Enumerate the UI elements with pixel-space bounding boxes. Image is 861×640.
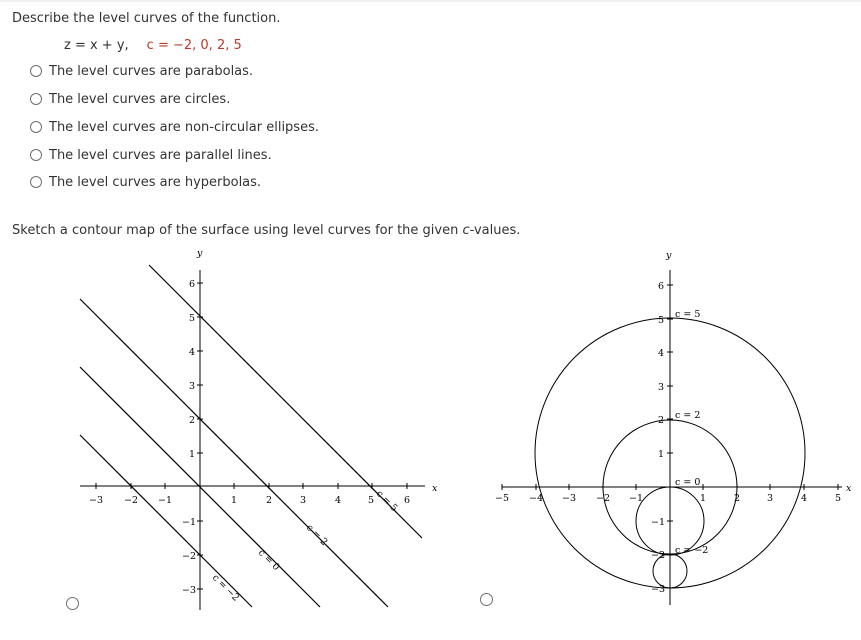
y-tick-label: −2 [182, 551, 197, 562]
graph-choice-radio-circles[interactable] [480, 593, 493, 606]
x-tick-label: 2 [266, 495, 273, 506]
level-line-c-2 [80, 299, 388, 607]
line-label-c-2: c = 2 [303, 522, 330, 549]
question-prompt: Describe the level curves of the function. [12, 11, 281, 26]
line-label-c-neg2: c = −2 [209, 572, 242, 604]
y-tick-label: 4 [189, 347, 196, 358]
x-tick-label: −2 [596, 493, 611, 504]
y-tick-label: −1 [182, 517, 197, 528]
x-tick-label: 5 [368, 495, 375, 506]
y-tick-label: −3 [182, 585, 197, 596]
sketch-prompt-text: Sketch a contour map of the surface using level curves for the given [12, 223, 463, 238]
y-tick-label: 5 [189, 313, 196, 324]
option-label: The level curves are hyperbolas. [49, 174, 262, 190]
x-tick-label: −2 [124, 495, 139, 506]
x-tick-label: −3 [562, 493, 577, 504]
x-tick-label: 4 [335, 495, 342, 506]
x-tick-label: −4 [529, 493, 544, 504]
x-tick-label: 5 [835, 493, 842, 504]
y-tick-label: −2 [651, 550, 666, 561]
line-label-c-0: c = 0 [255, 547, 282, 574]
x-tick-label: 1 [700, 493, 707, 504]
circle-label-c-2: c = 2 [675, 410, 701, 421]
y-tick-label: −1 [651, 517, 666, 528]
y-tick-label: 1 [658, 449, 665, 460]
sketch-prompt-variable: c [462, 223, 470, 238]
circle-label-c-0: c = 0 [675, 477, 701, 488]
circle-label-c-5: c = 5 [675, 309, 701, 320]
c-values: c = −2, 0, 2, 5 [146, 38, 242, 53]
option-label: The level curves are non-circular ellipses. [49, 119, 319, 135]
y-tick-label: 3 [658, 382, 665, 393]
circle-label-c-neg2: c = −2 [675, 545, 709, 556]
x-tick-label: 1 [231, 495, 238, 506]
x-tick-label: −1 [629, 493, 644, 504]
x-tick-label: 2 [734, 493, 741, 504]
x-tick-label: 4 [801, 493, 808, 504]
y-axis-label: y [666, 250, 672, 261]
function-expression: z = x + y, [64, 38, 129, 53]
y-tick-label: 2 [189, 415, 196, 426]
option-label: The level curves are parabolas. [49, 63, 254, 79]
x-tick-label: −1 [158, 495, 173, 506]
y-tick-label: −3 [651, 584, 666, 595]
y-tick-label: 1 [189, 449, 196, 460]
y-tick-label: 2 [658, 415, 665, 426]
sketch-prompt-suffix: -values. [469, 223, 521, 238]
line-label-c-5: c = 5 [373, 488, 400, 515]
y-tick-label: 4 [658, 348, 665, 359]
option-label: The level curves are circles. [49, 91, 231, 107]
y-tick-label: 5 [658, 315, 665, 326]
y-tick-label: 6 [189, 279, 196, 290]
y-tick-label: 6 [658, 281, 665, 292]
x-tick-label: 3 [767, 493, 774, 504]
x-tick-label: 6 [404, 495, 411, 506]
graph-choice-radio-lines[interactable] [66, 597, 79, 610]
x-tick-label: −3 [89, 495, 104, 506]
x-axis-label: x [846, 483, 852, 494]
y-axis-label: y [197, 248, 203, 259]
option-label: The level curves are parallel lines. [49, 147, 272, 163]
y-tick-label: 3 [189, 381, 196, 392]
x-tick-label: 3 [300, 495, 307, 506]
x-tick-label: −5 [495, 493, 510, 504]
x-axis-label: x [432, 483, 438, 494]
